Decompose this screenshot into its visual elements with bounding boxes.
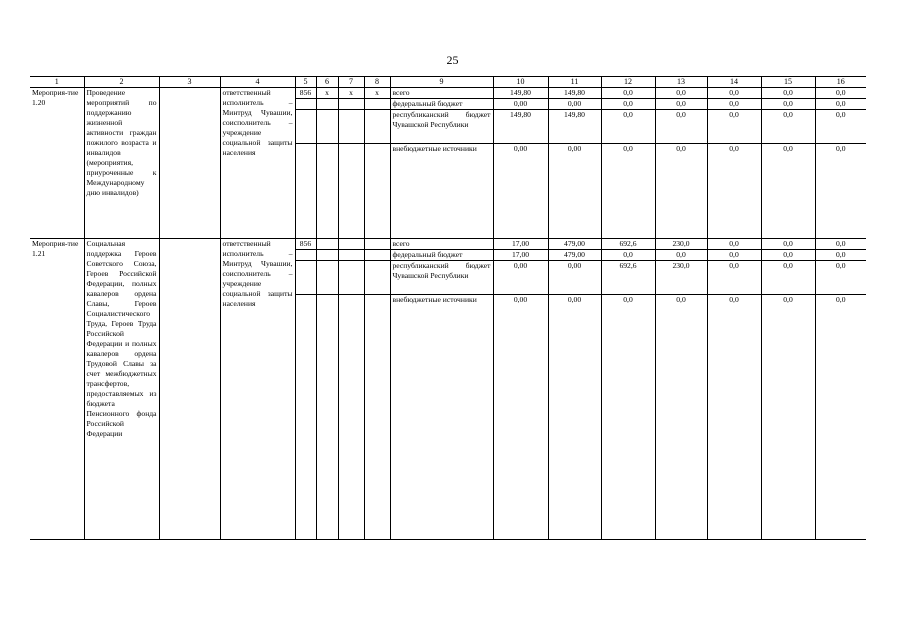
amount-cell: 0,0 — [761, 295, 815, 540]
code-c5 — [295, 110, 316, 144]
funding-source: внебюджетные источники — [390, 144, 493, 239]
column-number: 8 — [364, 77, 390, 88]
column-number: 9 — [390, 77, 493, 88]
amount-cell: 0,0 — [655, 99, 707, 110]
code-c7 — [338, 261, 364, 295]
amount-cell: 0,00 — [493, 295, 548, 540]
amount-cell: 0,0 — [815, 144, 866, 239]
code-c6 — [316, 250, 338, 261]
column-number: 2 — [84, 77, 159, 88]
amount-cell: 479,00 — [548, 250, 601, 261]
amount-cell: 0,00 — [548, 261, 601, 295]
column-number: 11 — [548, 77, 601, 88]
event-empty-col3 — [159, 88, 220, 239]
amount-cell: 0,0 — [707, 261, 761, 295]
amount-cell: 0,0 — [707, 250, 761, 261]
column-number-row — [30, 77, 866, 88]
amount-cell: 0,00 — [493, 99, 548, 110]
column-number: 7 — [338, 77, 364, 88]
column-number: 16 — [815, 77, 866, 88]
amount-cell: 0,00 — [548, 99, 601, 110]
event-code: Мероприя-тие 1.20 — [30, 88, 84, 239]
amount-cell: 0,0 — [601, 295, 655, 540]
amount-cell: 0,0 — [761, 250, 815, 261]
amount-cell: 0,0 — [655, 295, 707, 540]
code-c8 — [364, 144, 390, 239]
funding-source: внебюджетные источники — [390, 295, 493, 540]
amount-cell: 0,00 — [548, 144, 601, 239]
code-c8 — [364, 99, 390, 110]
column-number: 4 — [220, 77, 295, 88]
code-c8 — [364, 239, 390, 250]
amount-cell: 0,0 — [815, 110, 866, 144]
amount-cell: 149,80 — [493, 88, 548, 99]
amount-cell: 0,0 — [761, 99, 815, 110]
amount-cell: 230,0 — [655, 239, 707, 250]
amount-cell: 17,00 — [493, 250, 548, 261]
amount-cell: 0,0 — [601, 99, 655, 110]
amount-cell: 692,6 — [601, 261, 655, 295]
amount-cell: 0,0 — [655, 144, 707, 239]
amount-cell: 0,0 — [815, 295, 866, 540]
amount-cell: 0,0 — [601, 144, 655, 239]
amount-cell: 0,0 — [815, 261, 866, 295]
amount-cell: 0,0 — [815, 88, 866, 99]
code-c5 — [295, 295, 316, 540]
column-number: 10 — [493, 77, 548, 88]
event-executor: ответственный исполнитель – Минтруд Чувашии, соисполнитель – учреждение социальной защиты населения — [220, 88, 295, 239]
column-number: 15 — [761, 77, 815, 88]
column-number: 14 — [707, 77, 761, 88]
amount-cell: 0,0 — [655, 250, 707, 261]
amount-cell: 0,0 — [815, 239, 866, 250]
code-c7 — [338, 239, 364, 250]
table-row — [30, 88, 866, 99]
amount-cell: 230,0 — [655, 261, 707, 295]
column-number: 12 — [601, 77, 655, 88]
funding-source: республиканский бюджет Чувашской Республики — [390, 261, 493, 295]
event-code: Мероприя-тие 1.21 — [30, 239, 84, 540]
amount-cell: 0,0 — [707, 110, 761, 144]
code-c7 — [338, 110, 364, 144]
amount-cell: 17,00 — [493, 239, 548, 250]
code-c8 — [364, 261, 390, 295]
amount-cell: 0,0 — [815, 99, 866, 110]
amount-cell: 0,0 — [761, 110, 815, 144]
code-c5: 856 — [295, 239, 316, 250]
funding-source: федеральный бюджет — [390, 250, 493, 261]
code-c7 — [338, 144, 364, 239]
event-title: Проведение мероприятий по поддержанию жизненной активности граждан пожилого возраста и инвалидов (мероприятия, приуроченные к Международному дню инвалидов) — [84, 88, 159, 239]
column-number: 1 — [30, 77, 84, 88]
code-c7 — [338, 99, 364, 110]
amount-cell: 0,0 — [707, 99, 761, 110]
code-c5: 856 — [295, 88, 316, 99]
amount-cell: 692,6 — [601, 239, 655, 250]
code-c5 — [295, 250, 316, 261]
amount-cell: 479,00 — [548, 239, 601, 250]
code-c8 — [364, 295, 390, 540]
amount-cell: 149,80 — [548, 88, 601, 99]
amount-cell: 149,80 — [493, 110, 548, 144]
amount-cell: 0,0 — [601, 250, 655, 261]
amount-cell: 0,0 — [707, 239, 761, 250]
event-empty-col3 — [159, 239, 220, 540]
budget-table — [30, 76, 866, 540]
code-c6 — [316, 99, 338, 110]
funding-source: республиканский бюджет Чувашской Республики — [390, 110, 493, 144]
column-number: 3 — [159, 77, 220, 88]
code-c8 — [364, 110, 390, 144]
code-c5 — [295, 261, 316, 295]
column-number: 6 — [316, 77, 338, 88]
funding-source: федеральный бюджет — [390, 99, 493, 110]
code-c5 — [295, 99, 316, 110]
amount-cell: 0,0 — [761, 88, 815, 99]
code-c6: x — [316, 88, 338, 99]
amount-cell: 0,0 — [815, 250, 866, 261]
event-title: Социальная поддержка Героев Советского Союза, Героев Российской Федерации, полных кавалеров ордена Славы, Героев Социалистического Труда, Героев Труда Российской Федерации и полных кавалеров ордена Трудовой Славы за счет межбюджетных трансфертов, предоставляемых из бюджета Пенсионного фонда Российской Федерации — [84, 239, 159, 540]
amount-cell: 0,00 — [493, 144, 548, 239]
code-c8 — [364, 250, 390, 261]
funding-source: всего — [390, 239, 493, 250]
code-c6 — [316, 144, 338, 239]
code-c5 — [295, 144, 316, 239]
amount-cell: 0,0 — [761, 239, 815, 250]
amount-cell: 0,00 — [493, 261, 548, 295]
amount-cell: 0,00 — [548, 295, 601, 540]
amount-cell: 0,0 — [655, 88, 707, 99]
amount-cell: 0,0 — [601, 88, 655, 99]
code-c7 — [338, 295, 364, 540]
event-executor: ответственный исполнитель – Минтруд Чувашии, соисполнитель – учреждение социальной защиты населения — [220, 239, 295, 540]
code-c6 — [316, 110, 338, 144]
table-row — [30, 239, 866, 250]
amount-cell: 149,80 — [548, 110, 601, 144]
page-number: 25 — [446, 53, 459, 67]
code-c7 — [338, 250, 364, 261]
funding-source: всего — [390, 88, 493, 99]
amount-cell: 0,0 — [707, 144, 761, 239]
amount-cell: 0,0 — [761, 261, 815, 295]
amount-cell: 0,0 — [601, 110, 655, 144]
amount-cell: 0,0 — [655, 110, 707, 144]
code-c6 — [316, 261, 338, 295]
code-c6 — [316, 239, 338, 250]
code-c8: x — [364, 88, 390, 99]
column-number: 5 — [295, 77, 316, 88]
amount-cell: 0,0 — [707, 295, 761, 540]
amount-cell: 0,0 — [761, 144, 815, 239]
code-c6 — [316, 295, 338, 540]
column-number: 13 — [655, 77, 707, 88]
code-c7: x — [338, 88, 364, 99]
table-body — [30, 77, 866, 540]
amount-cell: 0,0 — [707, 88, 761, 99]
